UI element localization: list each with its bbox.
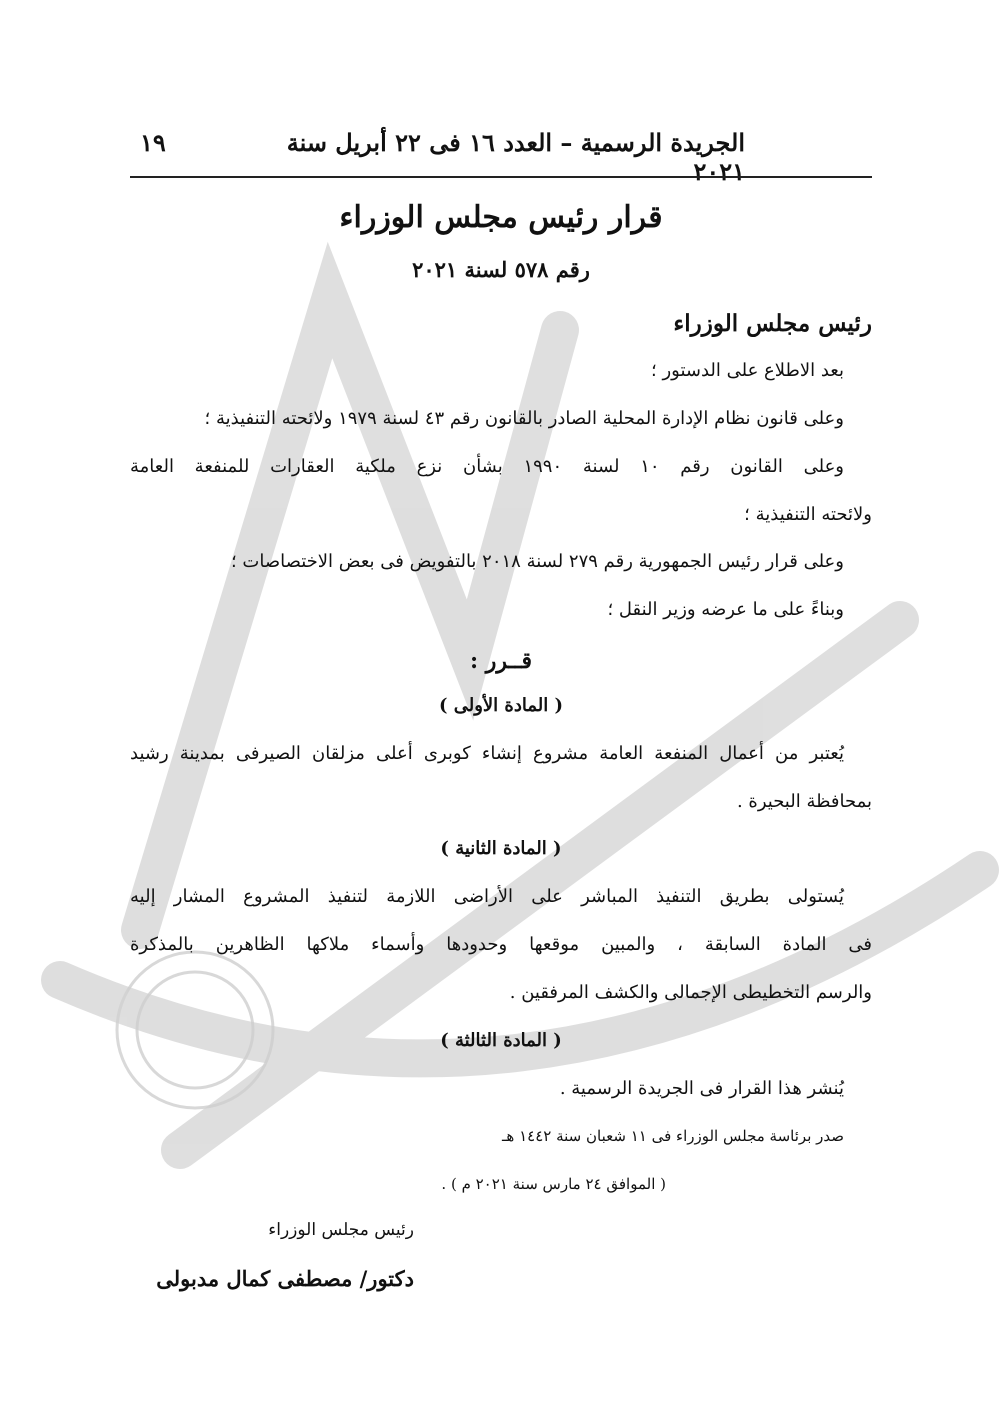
preamble-line: وعلى قرار رئيس الجمهورية رقم ٢٧٩ لسنة ٢٠١٨ بالتفويض فى بعض الاختصاصات ؛ [230, 551, 844, 572]
article-1-line: يُعتبر من أعمال المنفعة العامة مشروع إنشاء كوبرى أعلى مزلقان الصيرفى بمدينة رشيد [130, 743, 844, 764]
signature-name: دكتور/ مصطفى كمال مدبولى [156, 1266, 414, 1291]
article-1-line: بمحافظة البحيرة . [736, 791, 872, 812]
preamble-line: وعلى القانون رقم ١٠ لسنة ١٩٩٠ بشأن نزع ملكية العقارات للمنفعة العامة [130, 456, 844, 477]
issued-date-hijri: صدر برئاسة مجلس الوزراء فى ١١ شعبان سنة ١٤٤٢ هـ [502, 1127, 844, 1145]
preamble-line: وبناءً على ما عرضه وزير النقل ؛ [607, 599, 844, 620]
preamble-line: بعد الاطلاع على الدستور ؛ [651, 360, 844, 381]
preamble-line: ولائحته التنفيذية ؛ [744, 504, 872, 525]
decree-word: قــرر : [470, 648, 532, 674]
issued-date-gregorian: ( الموافق ٢٤ مارس سنة ٢٠٢١ م ) . [441, 1175, 666, 1193]
article-2-line: فى المادة السابقة ، والمبين موقعها وحدودها وأسماء ملاكها الظاهرين بالمذكرة [130, 934, 872, 955]
article-2-line: يُستولى بطريق التنفيذ المباشر على الأراضى اللازمة لتنفيذ المشروع المشار إليه [130, 886, 844, 907]
page-number: ١٩ [140, 128, 166, 157]
signature-title: رئيس مجلس الوزراء [268, 1220, 414, 1240]
preamble-heading: رئيس مجلس الوزراء [673, 310, 872, 337]
article-2-line: والرسم التخطيطى الإجمالى والكشف المرفقين . [509, 982, 872, 1003]
article-2-heading: ( المادة الثانية ) [440, 838, 562, 859]
decision-number: رقم ٥٧٨ لسنة ٢٠٢١ [412, 257, 590, 282]
article-3-heading: ( المادة الثالثة ) [440, 1030, 562, 1051]
article-3-line: يُنشر هذا القرار فى الجريدة الرسمية . [559, 1078, 844, 1099]
decision-title: قرار رئيس مجلس الوزراء [339, 200, 663, 235]
header-divider [130, 176, 872, 178]
preamble-line: وعلى قانون نظام الإدارة المحلية الصادر بالقانون رقم ٤٣ لسنة ١٩٧٩ ولائحته التنفيذية ؛ [204, 408, 844, 429]
article-1-heading: ( المادة الأولى ) [438, 695, 564, 716]
gazette-header-title: الجريدة الرسمية – العدد ١٦ فى ٢٢ أبريل سنة ٢٠٢١ [286, 128, 745, 186]
